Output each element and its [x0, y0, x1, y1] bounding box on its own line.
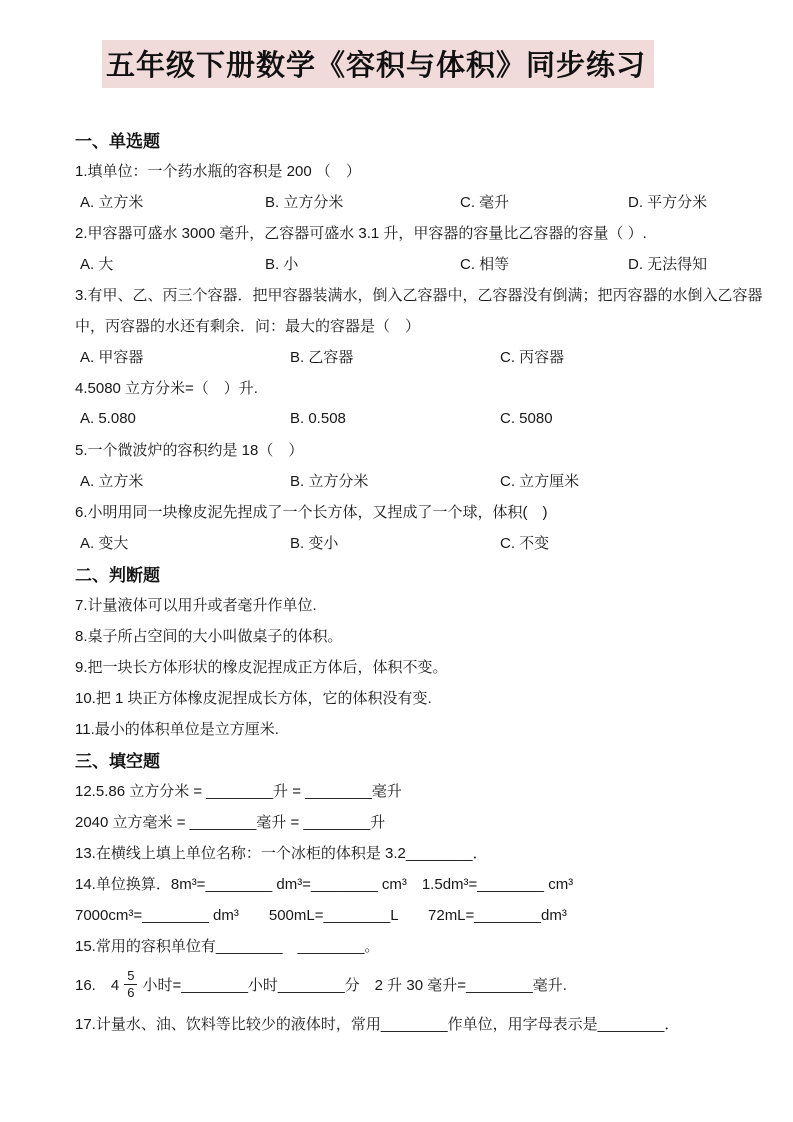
question-14-text-line2: 7000cm³=________ dm³ 500mL=________L 72mL=________dm³: [75, 907, 567, 924]
option-b: B. 0.508: [290, 410, 346, 427]
fraction-denominator: 6: [127, 985, 135, 1000]
option-b: B. 立方分米: [265, 194, 344, 211]
question-1-text: 1.填单位：一个药水瓶的容积是 200 （ ）: [75, 163, 361, 180]
question-9-text: 9.把一块长方体形状的橡皮泥捏成正方体后，体积不变。: [75, 659, 448, 676]
option-a: A. 变大: [80, 535, 129, 552]
question-1-options: [75, 186, 738, 217]
option-a: A. 立方米: [80, 473, 144, 490]
option-c: C. 立方厘米: [500, 473, 580, 490]
question-3-options: [75, 341, 738, 372]
question-4-text: 4.5080 立方分米=（ ）升.: [75, 380, 258, 397]
option-c: C. 毫升: [460, 194, 510, 211]
question-10-text: 10.把 1 块正方体橡皮泥捏成长方体，它的体积没有变.: [75, 690, 432, 707]
question-3-text-line1: 3.有甲、乙、丙三个容器．把甲容器装满水，倒入乙容器中，乙容器没有倒满；把丙容器的水倒入乙容器: [75, 287, 763, 304]
question-17-text: 17.计量水、油、饮料等比较少的液体时，常用________作单位，用字母表示是________．: [75, 1016, 680, 1033]
option-a: A. 大: [80, 256, 114, 273]
section-heading-judgment: 二、判断题: [75, 566, 160, 585]
question-6-options: [75, 527, 738, 558]
option-c: C. 丙容器: [500, 349, 565, 366]
question-13-text: 13.在横线上填上单位名称：一个冰柜的体积是 3.2________．: [75, 845, 488, 862]
question-16-text: [75, 961, 738, 1008]
question-14-text-line1: 14.单位换算．8m³=________ dm³=________ cm³ 1.5dm³=________ cm³: [75, 876, 574, 893]
question-8-text: 8.桌子所占空间的大小叫做桌子的体积。: [75, 628, 343, 645]
question-15-text: 15.常用的容积单位有________ ________。: [75, 938, 380, 955]
question-12-text-line2: 2040 立方毫米 = ________毫升 = ________升: [75, 814, 386, 831]
option-a: A. 5.080: [80, 410, 136, 427]
question-12-text-line1: 12.5.86 立方分米 = ________升 = ________毫升: [75, 783, 402, 800]
question-2-text: 2.甲容器可盛水 3000 毫升，乙容器可盛水 3.1 升，甲容器的容量比乙容器的容量（ ）.: [75, 225, 647, 242]
worksheet-content: [0, 88, 793, 1039]
question-5-options: [75, 465, 738, 496]
question-11-text: 11.最小的体积单位是立方厘米.: [75, 721, 279, 738]
question-4-options: [75, 403, 738, 434]
question-5-text: 5.一个微波炉的容积约是 18（ ）: [75, 442, 304, 459]
option-c: C. 相等: [460, 256, 510, 273]
question-7-text: 7.计量液体可以用升或者毫升作单位.: [75, 597, 317, 614]
question-6-text: 6.小明用同一块橡皮泥先捏成了一个长方体，又捏成了一个球，体积( ): [75, 504, 548, 521]
page-title: 五年级下册数学《容积与体积》同步练习: [102, 40, 654, 88]
fraction-numerator: 5: [124, 969, 137, 985]
title-wrap: [0, 0, 793, 88]
option-a: A. 立方米: [80, 194, 144, 211]
option-b: B. 立方分米: [290, 473, 369, 490]
option-b: B. 乙容器: [290, 349, 354, 366]
option-c: C. 不变: [500, 535, 550, 552]
option-b: B. 变小: [290, 535, 339, 552]
option-d: D. 平方分米: [628, 194, 708, 211]
option-d: D. 无法得知: [628, 256, 708, 273]
option-b: B. 小: [265, 256, 299, 273]
option-c: C. 5080: [500, 410, 553, 427]
section-heading-single-choice: 一、单选题: [75, 132, 160, 151]
section-heading-fill-blank: 三、填空题: [75, 752, 160, 771]
question-16-suffix: 小时=________小时________分 2 升 30 毫升=________毫升.: [142, 977, 567, 994]
fraction-five-sixths: [124, 969, 137, 999]
option-a: A. 甲容器: [80, 349, 144, 366]
question-2-options: [75, 248, 738, 279]
question-16-prefix: 16. 4: [75, 977, 120, 994]
question-3-text-line2: 中，丙容器的水还有剩余．问：最大的容器是（ ）: [75, 318, 421, 335]
